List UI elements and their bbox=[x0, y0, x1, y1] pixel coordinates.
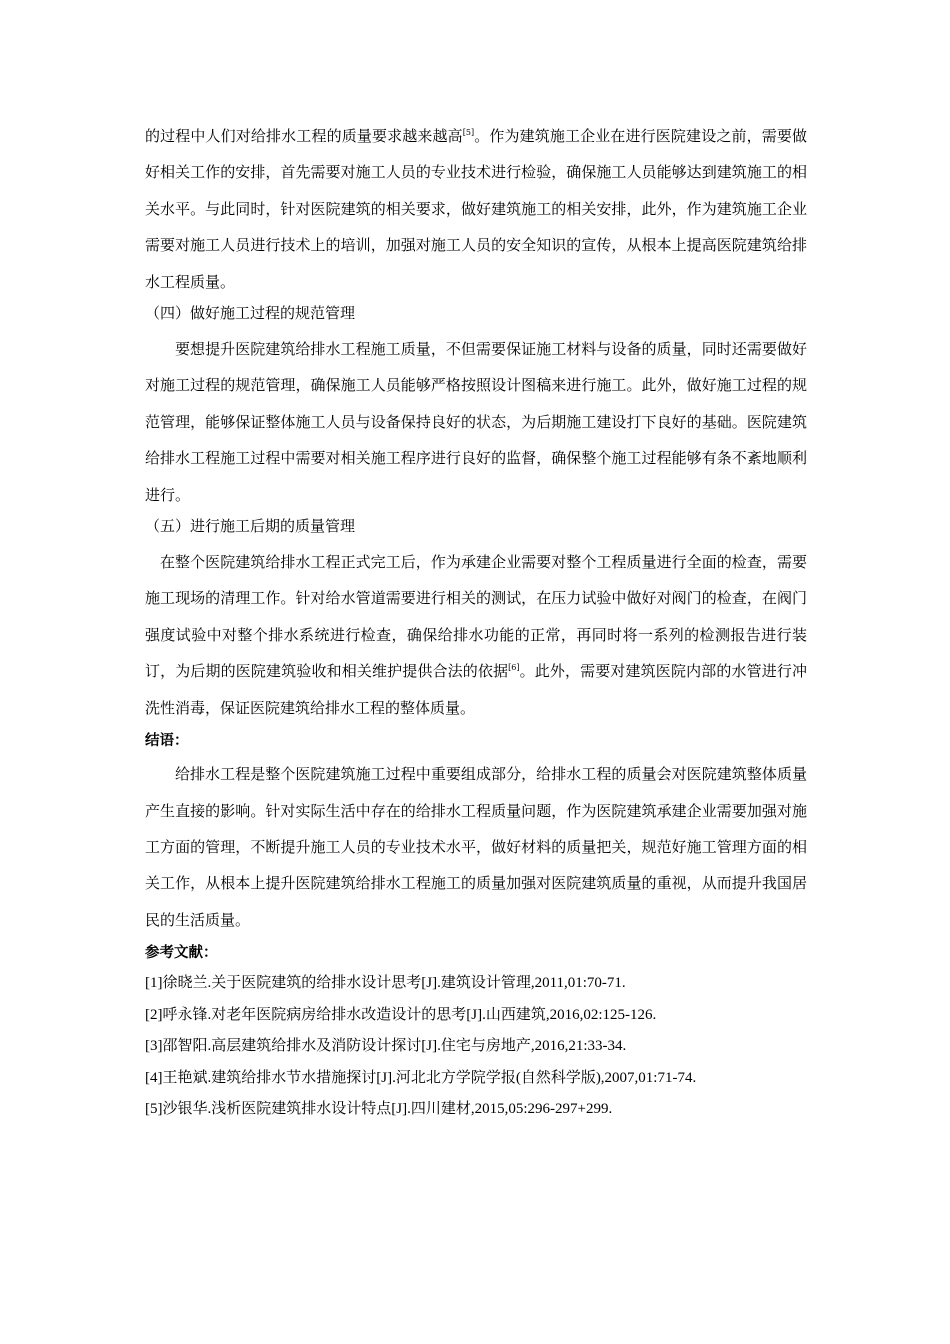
paragraph-section4: 要想提升医院建筑给排水工程施工质量，不但需要保证施工材料与设备的质量，同时还需要做好对施工过程的规范管理，确保施工人员能够严格按照设计图稿来进行施工。此外，做好施工过程的规范管理，能够保证整体施工人员与设备保持良好的状态，为后期施工建设打下良好的基础。医院建筑给排水工程施工过程中需要对相关施工程序进行良好的监督，确保整个施工过程能够有条不紊地顺利进行。 bbox=[145, 340, 807, 504]
paragraph-section5 bbox=[145, 544, 807, 726]
reference-item: [3]邵智阳.高层建筑给排水及消防设计探讨[J].住宅与房地产,2016,21:33-34. bbox=[145, 1038, 627, 1055]
section-heading-4: （四）做好施工过程的规范管理 bbox=[145, 304, 356, 323]
section-heading-5: （五）进行施工后期的质量管理 bbox=[145, 517, 356, 536]
text-run: 的过程中人们对给排水工程的质量要求越来越高 bbox=[145, 127, 463, 145]
conclusion-heading: 结语： bbox=[145, 733, 189, 750]
paragraph-section3-tail bbox=[145, 118, 807, 300]
reference-item: [5]沙银华.浅析医院建筑排水设计特点[J].四川建材,2015,05:296-297+299. bbox=[145, 1101, 613, 1118]
reference-item: [1]徐晓兰.关于医院建筑的给排水设计思考[J].建筑设计管理,2011,01:70-71. bbox=[145, 975, 626, 992]
citation-marker: [6] bbox=[508, 663, 520, 673]
reference-item: [4]王艳斌.建筑给排水节水措施探讨[J].河北北方学院学报(自然科学版),2007,01:71-74. bbox=[145, 1069, 697, 1086]
paragraph-conclusion: 给排水工程是整个医院建筑施工过程中重要组成部分，给排水工程的质量会对医院建筑整体质量产生直接的影响。针对实际生活中存在的给排水工程质量问题，作为医院建筑承建企业需要加强对施工方面的管理，不断提升施工人员的专业技术水平，做好材料的质量把关，规范好施工管理方面的相关工作，从根本上提升医院建筑给排水工程施工的质量加强对医院建筑质量的重视，从而提升我国居民的生活质量。 bbox=[145, 765, 807, 929]
text-run: 。作为建筑施工企业在进行医院建设之前，需要做好相关工作的安排，首先需要对施工人员的专业技术进行检验，确保施工人员能够达到建筑施工的相关水平。与此同时，针对医院建筑的相关要求，做好建筑施工的相关安排，此外，作为建筑施工企业需要对施工人员进行技术上的培训，加强对施工人员的安全知识的宣传，从根本上提高医院建筑给排水工程质量。 bbox=[145, 127, 807, 291]
citation-marker: [5] bbox=[462, 128, 475, 137]
references-heading: 参考文献： bbox=[145, 945, 218, 962]
reference-item: [2]呼永锋.对老年医院病房给排水改造设计的思考[J].山西建筑,2016,02:125-126. bbox=[145, 1006, 657, 1023]
document-page bbox=[145, 118, 807, 1126]
text-run: 。此外，需要对建筑医院内部的水管进行冲洗性消毒，保证医院建筑给排水工程的整体质量。 bbox=[145, 662, 807, 717]
text-run: 在整个医院建筑给排水工程正式完工后，作为承建企业需要对整个工程质量进行全面的检查，需要施工现场的清理工作。针对给水管道需要进行相关的测试，在压力试验中做好对阀门的检查，在阀门强度试验中对整个排水系统进行检查，确保给排水功能的正常，再同时将一系列的检测报告进行装订，为后期的医院建筑验收和相关维护提供合法的依据 bbox=[145, 553, 807, 681]
reference-list bbox=[145, 968, 807, 1126]
